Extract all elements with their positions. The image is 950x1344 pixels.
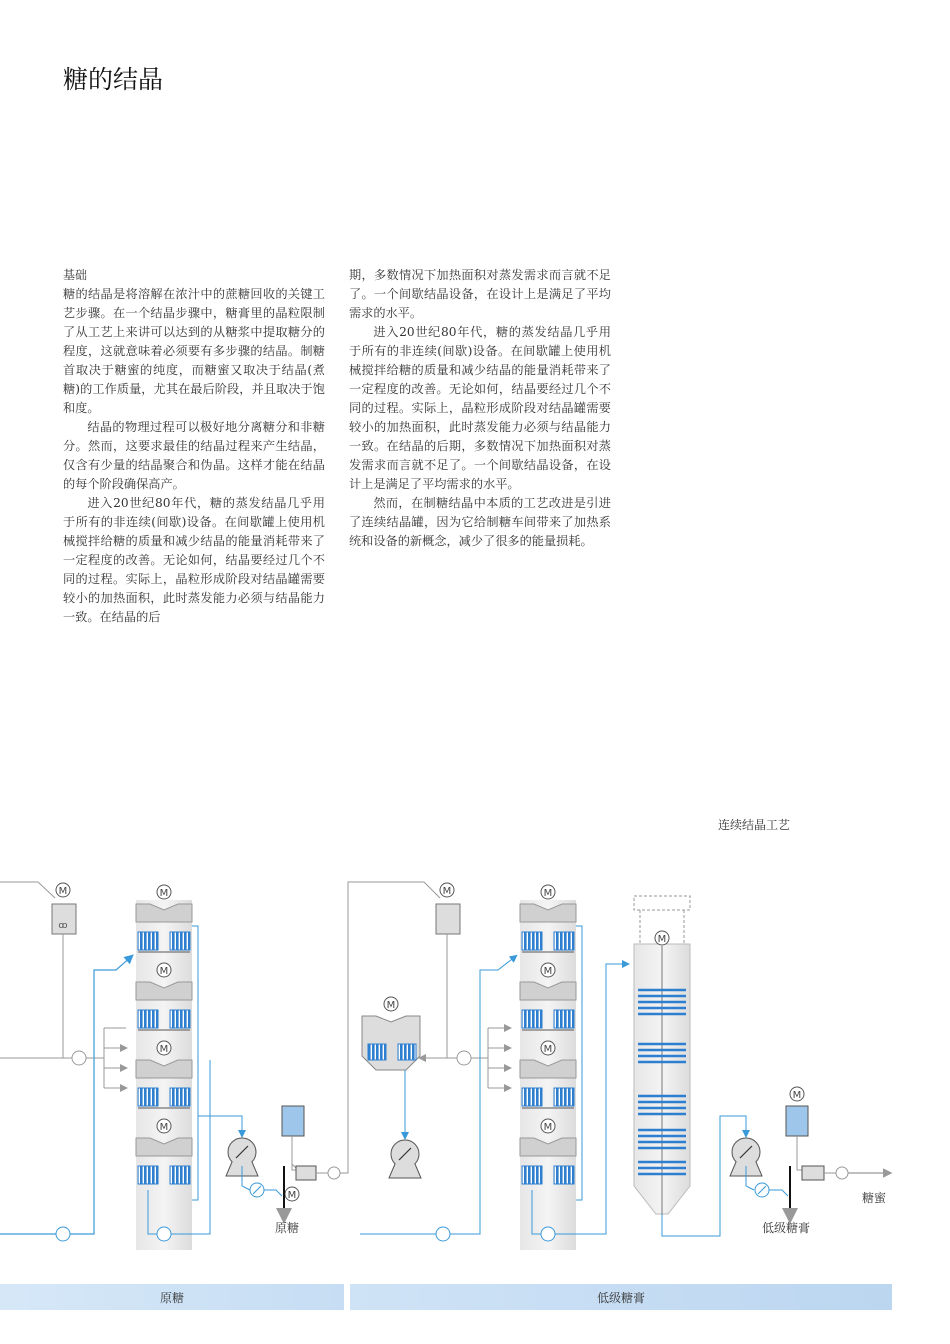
svg-text:M: M bbox=[159, 966, 169, 977]
svg-text:M: M bbox=[159, 888, 169, 899]
paragraph: 期，多数情况下加热面积对蒸发需求而言就不足了。一个间歇结晶设备，在设计上是满足了平均需求的水平。 bbox=[349, 268, 611, 320]
paragraph: 进入20世纪80年代，糖的蒸发结晶几乎用于所有的非连续(间歇)设备。在间歇罐上使用机械搅拌给糖的质量和减少结晶的能量消耗带来了一定程度的改善。无论如何，结晶要经过几个不同的过程。实际上，晶粒形成阶段对结晶罐需要较小的加热面积，此时蒸发能力必须与结晶能力一致。在结晶的后期，多数情况下加热面积对蒸发需求而言就不足了。一个间歇结晶设备，在设计上是满足了平均需求的水平。 bbox=[349, 325, 611, 491]
feed-line bbox=[0, 882, 55, 898]
svg-text:M: M bbox=[442, 886, 452, 897]
column-outlet-line bbox=[192, 926, 198, 1200]
footer-label: 低级糖膏 bbox=[596, 1290, 645, 1305]
svg-text:M: M bbox=[543, 888, 553, 899]
conveyor-box bbox=[802, 1166, 824, 1180]
svg-text:M: M bbox=[543, 966, 553, 977]
article-column-left bbox=[63, 266, 325, 627]
paragraph: 糖的结晶是将溶解在浓汁中的蔗糖回收的关键工艺步骤。在一个结晶步骤中，糖膏里的晶粒限制了从工艺上来讲可以达到的从糖浆中提取糖分的程度，这就意味着必须要有多步骤的结晶。制糖首取决于糖蜜的纯度，而糖蜜又取决于结晶(煮糖)的工作质量，尤其在最后阶段，并且取决于饱和度。 bbox=[63, 287, 325, 415]
low-grade-output-label: 低级糖膏 bbox=[761, 1221, 811, 1235]
mixer-outlet-line bbox=[63, 934, 72, 1058]
mixer-vessel bbox=[786, 1106, 808, 1136]
svg-text:M: M bbox=[657, 934, 667, 945]
svg-text:ꝏ: ꝏ bbox=[58, 921, 68, 931]
page-title: 糖的结晶 bbox=[63, 65, 164, 94]
seed-mixer-vessel bbox=[436, 904, 460, 934]
seed-crystallizer bbox=[362, 1016, 420, 1070]
footer-label: 原糖 bbox=[159, 1290, 184, 1305]
process-flow-diagram bbox=[0, 860, 950, 1260]
paragraph: 进入20世纪80年代，糖的蒸发结晶几乎用于所有的非连续(间歇)设备。在间歇罐上使用机械搅拌给糖的质量和减少结晶的能量消耗带来了一定程度的改善。无论如何，结晶要经过几个不同的过程。实际上，晶粒形成阶段对结晶罐需要较小的加热面积，此时蒸发能力必须与结晶能力一致。在结晶的后 bbox=[63, 496, 325, 624]
mixer-vessel bbox=[282, 1106, 304, 1136]
svg-text:M: M bbox=[159, 1044, 169, 1055]
article-column-right bbox=[349, 266, 611, 551]
pump-icon bbox=[541, 1227, 555, 1241]
svg-text:M: M bbox=[287, 1190, 297, 1201]
conveyor-box bbox=[296, 1166, 316, 1180]
pump-icon bbox=[836, 1167, 848, 1179]
svg-text:M: M bbox=[159, 1122, 169, 1133]
svg-text:M: M bbox=[543, 1122, 553, 1133]
pump-icon bbox=[56, 1227, 70, 1241]
vapour-hood bbox=[634, 896, 690, 910]
diagram-caption: 连续结晶工艺 bbox=[718, 818, 791, 832]
pump-icon bbox=[157, 1227, 171, 1241]
svg-text:M: M bbox=[792, 1090, 802, 1101]
paragraph: 然而，在制糖结晶中本质的工艺改进是引进了连续结晶罐，因为它给制糖车间带来了加热系统和设备的新概念，减少了很多的能量损耗。 bbox=[349, 496, 611, 548]
svg-text:M: M bbox=[386, 1000, 396, 1011]
section-heading: 基础 bbox=[63, 268, 88, 282]
footer-band-raw-sugar bbox=[0, 1284, 344, 1310]
molasses-output-label: 糖蜜 bbox=[861, 1191, 887, 1205]
distribution-lines bbox=[86, 1028, 126, 1088]
footer-band-low-grade bbox=[350, 1284, 892, 1310]
paragraph: 结晶的物理过程可以极好地分离糖分和非糖分。然而，这要求最佳的结晶过程来产生结晶，仅含有少量的结晶聚合和伪晶。这样才能在结晶的每个阶段确保高产。 bbox=[63, 420, 325, 491]
pump-icon bbox=[457, 1051, 471, 1065]
pump-icon bbox=[328, 1167, 340, 1179]
raw-sugar-output-label: 原糖 bbox=[274, 1221, 300, 1235]
motor-label: M bbox=[58, 886, 68, 897]
pump-icon bbox=[72, 1051, 86, 1065]
pump-icon bbox=[436, 1227, 450, 1241]
svg-text:M: M bbox=[543, 1044, 553, 1055]
